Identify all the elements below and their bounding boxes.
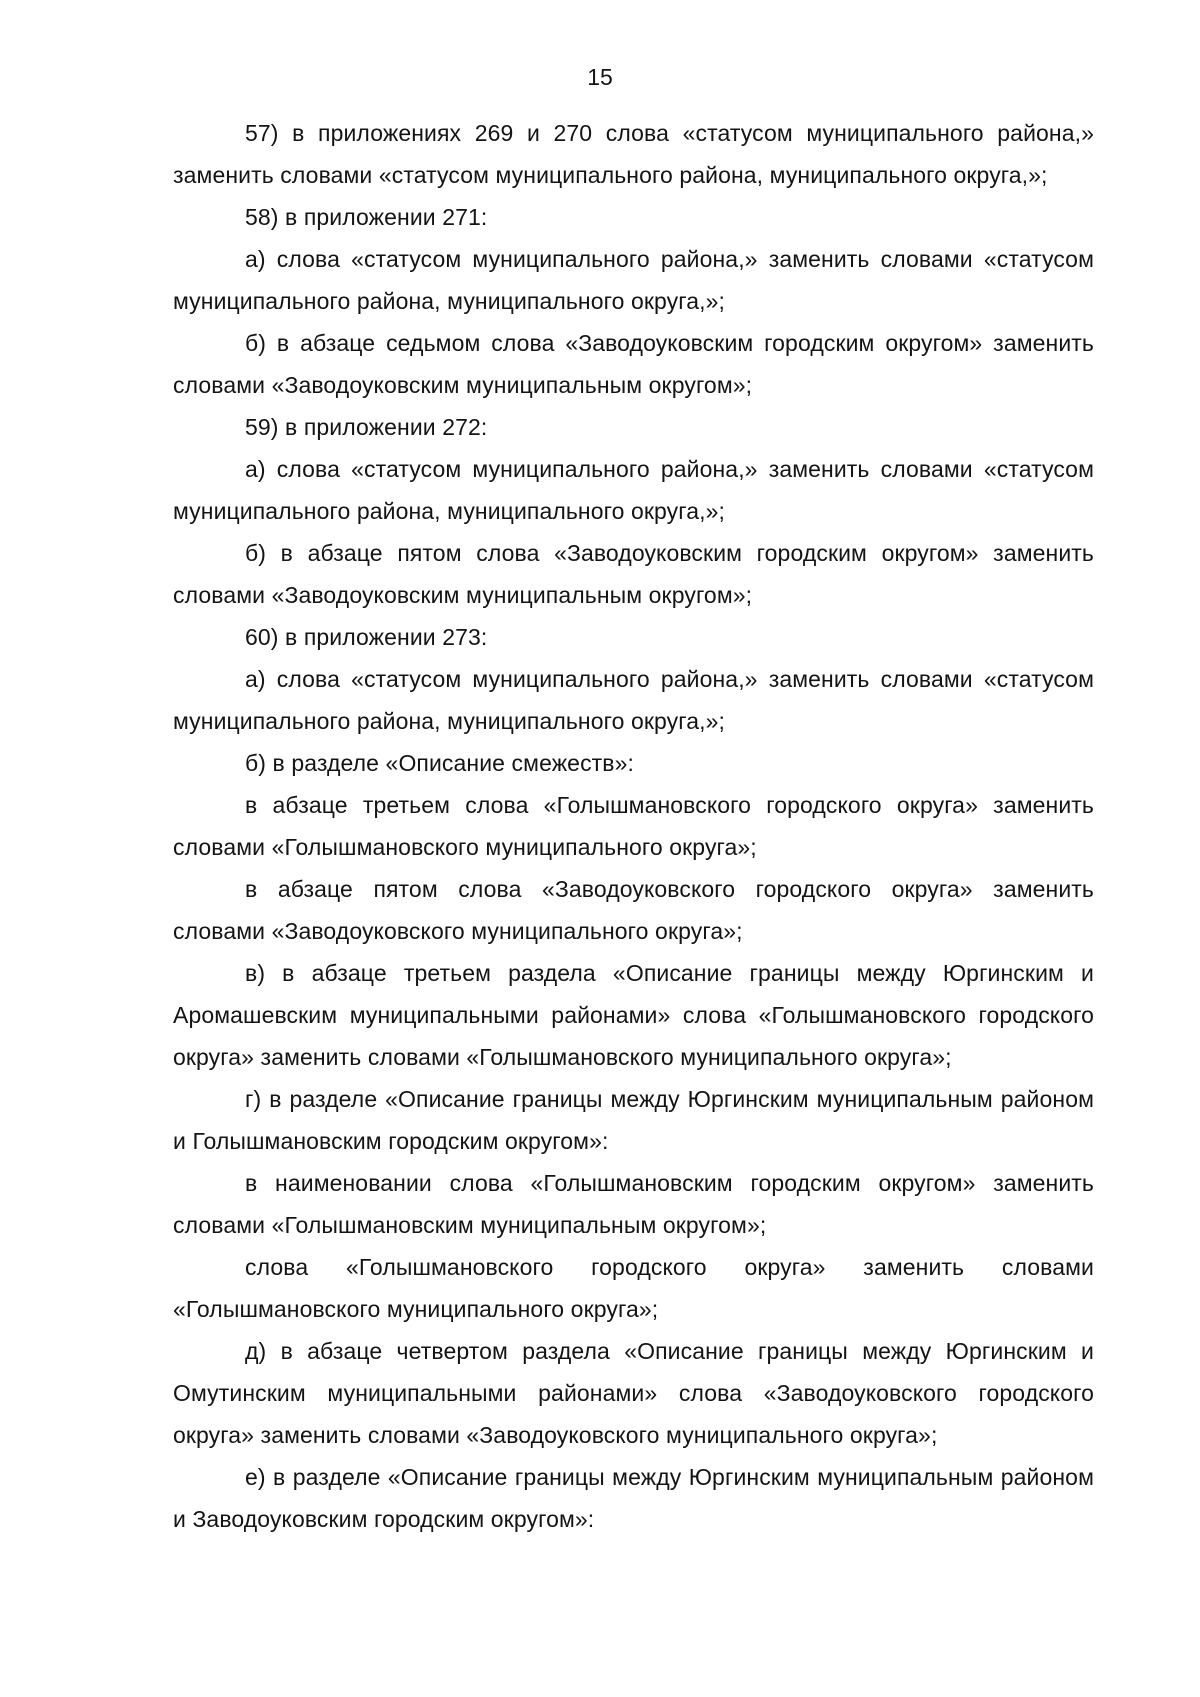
- paragraph: 60) в приложении 273:: [245, 624, 488, 650]
- paragraph: 59) в приложении 272:: [245, 414, 488, 440]
- paragraph: слова «Голышмановского городского округа» заменить словами «Голышмановского муниципального округа»;: [173, 1254, 1094, 1322]
- paragraph: б) в абзаце седьмом слова «Заводоуковским городским округом» заменить словами «Заводоуковским муниципальным округом»;: [173, 330, 1094, 398]
- paragraph: б) в абзаце пятом слова «Заводоуковским городским округом» заменить словами «Заводоуковским муниципальным округом»;: [173, 540, 1094, 608]
- paragraph: б) в разделе «Описание смежеств»:: [245, 750, 635, 776]
- paragraph: 58) в приложении 271:: [245, 204, 488, 230]
- paragraph: в абзаце третьем слова «Голышмановского городского округа» заменить словами «Голышмановского муниципального округа»;: [173, 792, 1094, 860]
- document-body: [173, 112, 1094, 1540]
- paragraph: в наименовании слова «Голышмановским городским округом» заменить словами «Голышмановским муниципальным округом»;: [173, 1170, 1094, 1238]
- paragraph: г) в разделе «Описание границы между Юргинским муниципальным районом и Голышмановским городским округом»:: [173, 1086, 1094, 1154]
- paragraph: д) в абзаце четвертом раздела «Описание границы между Юргинским и Омутинским муниципальными районами» слова «Заводоуковского городского округа» заменить словами «Заводоуковского муниципального округа»;: [173, 1338, 1094, 1448]
- paragraph: а) слова «статусом муниципального района,» заменить словами «статусом муниципального района, муниципального округа,»;: [173, 666, 1094, 734]
- paragraph: а) слова «статусом муниципального района,» заменить словами «статусом муниципального района, муниципального округа,»;: [173, 456, 1094, 524]
- paragraph: в абзаце пятом слова «Заводоуковского городского округа» заменить словами «Заводоуковского муниципального округа»;: [173, 876, 1094, 944]
- paragraph: а) слова «статусом муниципального района,» заменить словами «статусом муниципального района, муниципального округа,»;: [173, 246, 1094, 314]
- paragraph: 57) в приложениях 269 и 270 слова «статусом муниципального района,» заменить словами «статусом муниципального района, муниципального округа,»;: [173, 120, 1094, 188]
- paragraph: в) в абзаце третьем раздела «Описание границы между Юргинским и Аромашевским муниципальными районами» слова «Голышмановского городского округа» заменить словами «Голышмановского муниципального округа»;: [173, 960, 1094, 1070]
- paragraph: е) в разделе «Описание границы между Юргинским муниципальным районом и Заводоуковским городским округом»:: [173, 1464, 1094, 1532]
- page-number: 15: [587, 64, 613, 90]
